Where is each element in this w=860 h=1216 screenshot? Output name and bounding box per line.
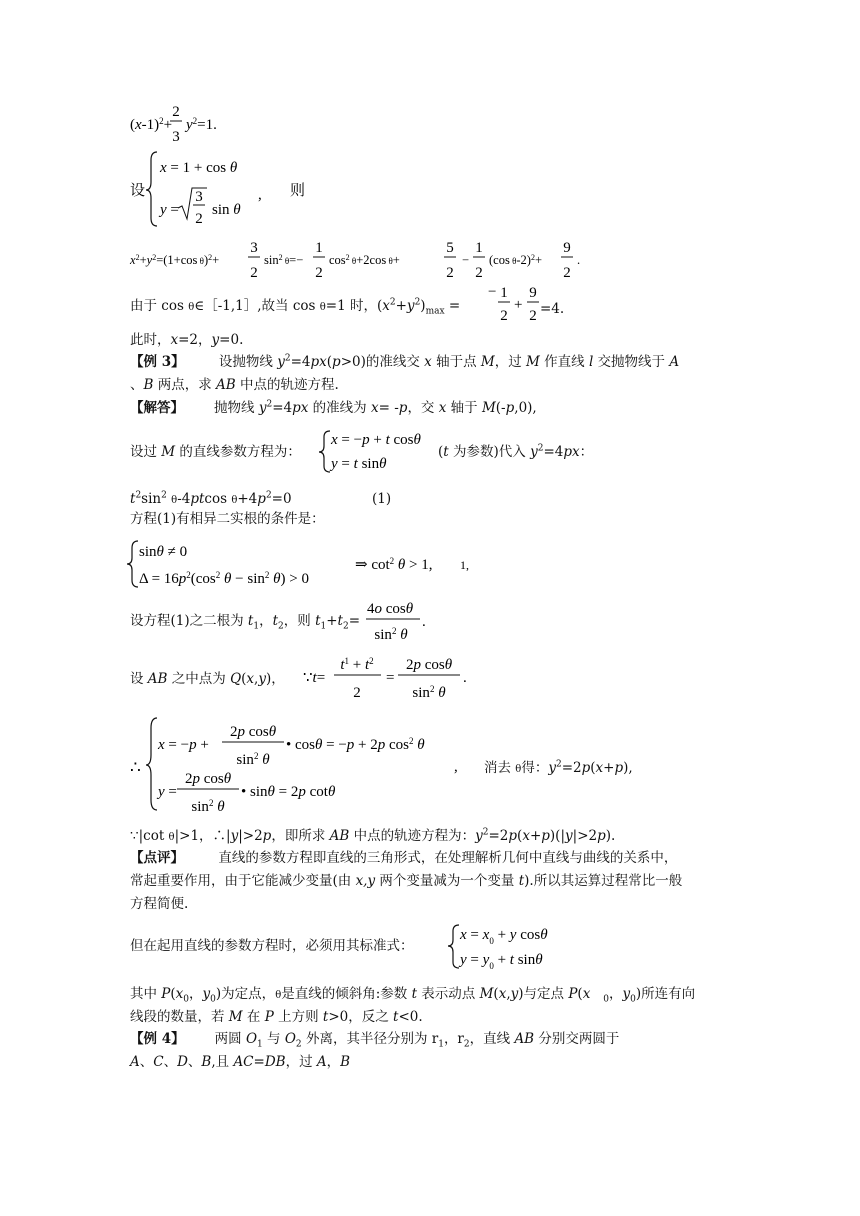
example-3-line2: 、B 两点，求 AB 中点的轨迹方程. (130, 377, 339, 393)
substitution-system (130, 152, 305, 227)
svg-text:=: = (386, 670, 395, 686)
review-line-2: 常起重要作用，由于它能减少变量(由 x,y 两个变量减为一个变量 t).所以其运算过程常比一般 (130, 873, 683, 889)
svg-text:2: 2 (195, 211, 203, 227)
svg-text:y =: y = (158, 784, 177, 800)
condition-intro: 方程(1)有相异二实根的条件是： (130, 511, 325, 527)
svg-text:9: 9 (529, 285, 537, 301)
svg-text:x2+y2=(1+cos θ)2+: $x^2+y^2=(1+\cos$ θ)$^2$+ (130, 252, 220, 267)
svg-text:sin2 θ: $\sin^2 \theta$ (191, 798, 225, 815)
svg-text:2p cosθ: 2p cosθ (184, 771, 232, 787)
svg-text:∵t=: ∵t= (303, 670, 326, 686)
svg-text:sinθ ≠ 0: sinθ ≠ 0 (139, 544, 188, 560)
svg-text:y = y0 + t sinθ: $y = y_0 + t$ sinθ (460, 952, 543, 971)
svg-text:1: 1 (315, 240, 323, 256)
svg-text:9: 9 (563, 240, 571, 256)
svg-text:2: 2 (315, 265, 323, 281)
svg-text:(x-1)2+: $(x-1)^2+$ (130, 116, 173, 133)
eliminate-line: 消去 θ得：$y^2=2p(x+p)$, (484, 759, 633, 776)
standard-form-intro: 但在起用直线的参数方程时，必须用其标准式： (130, 938, 414, 954)
svg-text:∴: ∴ (130, 758, 141, 777)
condition-system (127, 541, 469, 587)
ellipse-equation (130, 104, 217, 145)
max-result: =4. (540, 301, 565, 317)
svg-text:x = 1 + cos θ: x = 1 + cos θ (160, 160, 238, 176)
param-line-system (319, 431, 421, 472)
svg-text:,: , (258, 187, 262, 203)
param-intro: 设过 M 的直线参数方程为： (130, 444, 301, 460)
svg-text:2p cosθ: 2p cosθ (229, 724, 277, 740)
example-3-line: 【例 3】 设抛物线 $y^2=4px(p>0)$的准线交 x 轴于点 M，过 M 作直线 l 交抛物线于 A (130, 353, 680, 370)
svg-text:则: 则 (290, 183, 306, 199)
svg-text:(cos θ-2)2+: (cos θ-2)$^2$+ (489, 252, 543, 267)
svg-text:−: − (462, 253, 470, 267)
svg-text:sin2 θ: $\sin^2 \theta$ (374, 626, 408, 643)
svg-text:2: 2 (563, 265, 571, 281)
svg-text:sin2 θ=−: $\sin^2 \theta=-$ (264, 252, 304, 267)
svg-text:cos2 θ+2cos θ+: $\cos^2 \theta+2\cos$ θ+ (329, 252, 400, 267)
svg-text:y = t sinθ: y = t sinθ (331, 456, 387, 472)
svg-text:t1 + t2: $t^1 + t^2$ (340, 656, 374, 673)
param-tail: (t 为参数)代入 $y^2=4px$： (438, 443, 594, 460)
review-line-1: 【点评】 直线的参数方程即直线的三角形式，在处理解析几何中直线与曲线的关系中， (130, 850, 678, 866)
svg-text:• sinθ = 2p cotθ: • sinθ = 2p cotθ (241, 784, 336, 800)
svg-text:3: 3 (195, 189, 203, 205)
svg-text:1: 1 (500, 285, 508, 301)
svg-text:2p cosθ: 2p cosθ (405, 657, 453, 673)
svg-text:• cosθ = −p + 2p cos2 θ: • cosθ = −p + 2p $\cos^2 \theta$ (286, 736, 425, 753)
svg-text:2: 2 (500, 308, 508, 324)
equation-1: $t^2\sin^2$ θ-4ptcos $\theta+4p^2=0$ (130, 490, 292, 507)
example-4-line2: A、C、D、B,且 AC=DB，过 A，B (130, 1054, 351, 1070)
svg-text:2: 2 (353, 685, 361, 701)
midpoint-intro: 设 AB 之中点为 Q(x,y)， (130, 671, 285, 687)
sum-of-squares (129, 240, 580, 281)
svg-text:1,: 1, (460, 558, 469, 572)
roots-intro: 设方程(1)之二根为 $t_1$，$t_2$，则 $t_1+t_2=$ (130, 613, 361, 632)
svg-text:2: 2 (250, 265, 258, 281)
svg-text:5: 5 (446, 240, 454, 256)
svg-text:2: 2 (475, 265, 483, 281)
svg-text:2: 2 (172, 104, 180, 120)
max-condition-line: 由于 cos θ∈［-1,1］,故当 cos θ=1 时，$(x^2+y^2)_{max}$ = (130, 297, 461, 317)
svg-text:−: − (488, 284, 497, 300)
svg-text:+: + (514, 297, 523, 313)
svg-text:Δ = 16p2(cos2 θ − sin2 θ) > 0: $\Delta = 16p^2(\cos^2$ $\theta - \sin^2 \theta) > 0$ (139, 570, 309, 587)
svg-text:x = −p +: x = −p + (158, 737, 209, 753)
standard-form-system (448, 925, 548, 971)
svg-text:y =: y = (160, 202, 179, 218)
review-line-3: 方程简便. (130, 896, 189, 912)
roots-sum-fraction (366, 601, 426, 643)
svg-text:sin2 θ: $\sin^2 \theta$ (236, 751, 270, 768)
svg-text:3: 3 (250, 240, 258, 256)
midpoint-system (130, 718, 458, 815)
svg-text:3: 3 (172, 129, 180, 145)
svg-text:x = −p + t cosθ: x = −p + t cosθ (331, 432, 421, 448)
svg-text:x = x0 + y cosθ: $x = x_0 + y$ cosθ (460, 927, 548, 946)
svg-text:4o cosθ: 4o cosθ (366, 601, 414, 617)
svg-text:设: 设 (130, 183, 146, 199)
svg-text:,: , (454, 759, 458, 775)
where-line-1: 其中 $P(x_0$，$y_0$)为定点，θ是直线的倾斜角:参数 t 表示动点 M(x,y)与定点 P(x $_0$，$y_0$)所连有向 (130, 986, 696, 1005)
midpoint-fractions (303, 656, 467, 701)
since-line: ∵|cot θ|>1，∴|y|>2p，即所求 AB 中点的轨迹方程为：$y^2=2p(x+p)(|y|>2p)$. (130, 827, 616, 844)
svg-text:sin2 θ: $\sin^2 \theta$ (412, 684, 446, 701)
svg-text:.: . (422, 614, 426, 630)
example-4-line: 【例 4】 两圆 $O_1$ 与 $O_2$ 外离，其半径分别为 $r_1$，$r_2$，直线 AB 分别交两圆于 (130, 1031, 620, 1050)
svg-text:1: 1 (475, 240, 483, 256)
svg-text:⇒ cot2 θ > 1,: ⇒ $\cot^2 \theta > 1$, (355, 556, 433, 573)
svg-text:2: 2 (529, 308, 537, 324)
solution-line: 【解答】 抛物线 $y^2=4px$ 的准线为 x= -p，交 x 轴于 M(-p,0), (130, 399, 537, 416)
svg-text:.: . (463, 670, 467, 686)
svg-text:.: . (577, 253, 581, 267)
where-line-2: 线段的数量，若 M 在 P 上方则 t>0，反之 t<0. (130, 1009, 423, 1025)
then-line: 此时，x=2，y=0. (130, 332, 244, 348)
svg-text:y2=1.: $y^2=1$. (186, 116, 217, 133)
svg-text:sin θ: sin θ (212, 202, 241, 218)
max-fractions (488, 284, 539, 324)
svg-text:2: 2 (446, 265, 454, 281)
equation-1-label: (1) (372, 491, 392, 507)
